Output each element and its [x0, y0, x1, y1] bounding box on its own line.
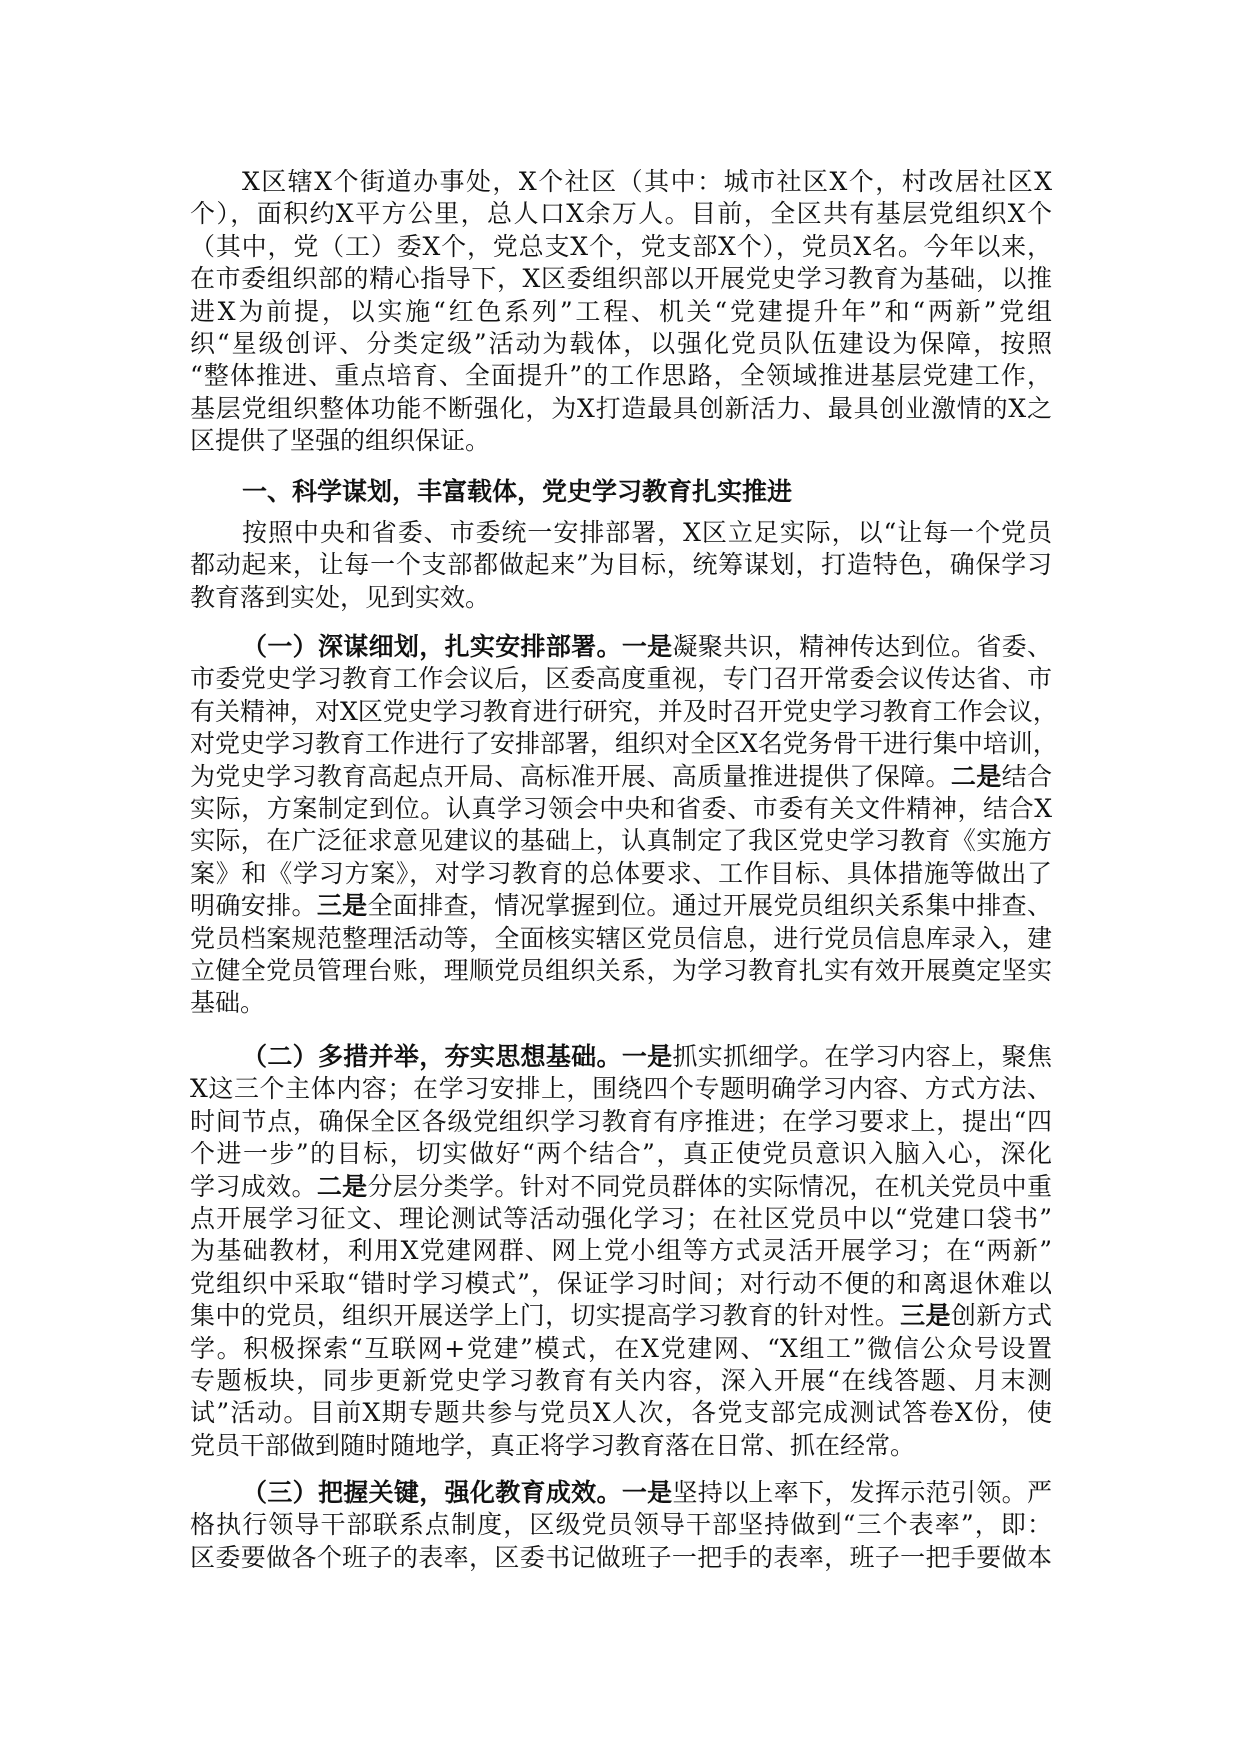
bold-text-run: （一）深谋细划，扎实安排部署。一是 — [242, 632, 673, 661]
text-run: “整体推进、重点培育、全面提升”的工作思路，全领域推进基层党建工作， — [190, 361, 1052, 391]
text-line — [190, 393, 1052, 425]
text-line — [190, 1477, 1052, 1509]
text-line — [190, 1235, 1052, 1267]
text-run: 凝聚共识，精神传达到位。省委、 — [672, 632, 1052, 661]
text-line — [190, 1268, 1052, 1300]
text-line — [190, 1106, 1052, 1138]
text-run: 实际，方案制定到位。认真学习领会中央和省委、市委有关文件精神，结合X — [190, 793, 1052, 823]
text-run: 坚持以上率下，发挥示范引领。严 — [672, 1478, 1052, 1507]
text-run: 专题板块，同步更新党史学习教育有关内容，深入开展“在线答题、月末测 — [190, 1365, 1052, 1395]
text-line — [190, 761, 1052, 793]
text-run: 立健全党员管理台账，理顺党员组织关系，为学习教育扎实有效开展奠定坚实 — [190, 955, 1052, 985]
subsection-3-paragraph — [190, 1477, 1052, 1574]
text-line — [190, 476, 1052, 508]
text-line — [190, 1073, 1052, 1105]
text-run: 区提供了坚强的组织保证。 — [190, 426, 491, 456]
bold-text-run: 二是 — [950, 761, 1002, 791]
text-line — [190, 1203, 1052, 1235]
text-line — [190, 1365, 1052, 1397]
text-run: 党员干部做到随时随地学，真正将学习教育落在日常、抓在经常。 — [190, 1430, 916, 1460]
text-line — [190, 1542, 1052, 1574]
text-line — [190, 231, 1052, 263]
text-run: 学。积极探索“互联网+党建”模式，在X党建网、“X组工”微信公众号设置 — [190, 1333, 1052, 1363]
bold-text-run: （三）把握关键，强化教育成效。一是 — [242, 1478, 673, 1507]
text-line — [190, 696, 1058, 728]
text-line — [190, 858, 1052, 890]
text-line — [190, 1397, 1052, 1429]
text-run: （其中，党（工）委X个，党总支X个，党支部X个），党员X名。今年以来， — [190, 231, 1052, 261]
text-line — [190, 1509, 1052, 1541]
text-line — [190, 328, 1052, 360]
text-line — [190, 955, 1052, 987]
text-run: 为党史学习教育高起点开局、高标准开展、高质量推进提供了保障。 — [190, 761, 951, 791]
text-run: 进X为前提，以实施“红色系列”工程、机关“党建提升年”和“两新”党组 — [190, 296, 1052, 326]
text-run: 创新方式 — [950, 1301, 1052, 1331]
text-line — [190, 1430, 1052, 1462]
text-line — [190, 296, 1052, 328]
text-line — [190, 1138, 1052, 1170]
text-run: 为基础教材，利用X党建网群、网上党小组等方式灵活开展学习；在“两新” — [190, 1236, 1052, 1266]
bold-text-run: 三是 — [900, 1301, 951, 1331]
text-run: 实际，在广泛征求意见建议的基础上，认真制定了我区党史学习教育《实施方 — [190, 826, 1052, 856]
text-run: 试”活动。目前X期专题共参与党员X人次，各党支部完成测试答卷X份，使 — [190, 1398, 1052, 1428]
text-run: 都动起来，让每一个支部都做起来”为目标，统筹谋划，打造特色，确保学习 — [190, 550, 1052, 580]
text-run: 有关精神，对X区党史学习教育进行研究，并及时召开党史学习教育工作会议， — [190, 696, 1058, 726]
text-run: 案》和《学习方案》，对学习教育的总体要求、工作目标、具体措施等做出了 — [190, 858, 1052, 888]
text-run: 时间节点，确保全区各级党组织学习教育有序推进；在学习要求上，提出“四 — [190, 1106, 1052, 1136]
text-line — [190, 1333, 1052, 1365]
text-run: 集中的党员，组织开展送学上门，切实提高学习教育的针对性。 — [190, 1301, 901, 1331]
subsection-2-paragraph — [190, 1041, 1052, 1462]
text-line — [190, 923, 1052, 955]
text-line — [190, 987, 1052, 1019]
text-run: 个），面积约X平方公里，总人口X余万人。目前，全区共有基层党组织X个 — [190, 199, 1052, 229]
text-run: 教育落到实处，见到实效。 — [190, 582, 491, 612]
text-line — [190, 631, 1052, 663]
text-run: 党组织中采取“错时学习模式”，保证学习时间；对行动不便的和离退休难以 — [190, 1268, 1052, 1298]
text-line — [190, 1171, 1052, 1203]
text-line — [190, 890, 1052, 922]
text-run: 分层分类学。针对不同党员群体的实际情况，在机关党员中重 — [367, 1171, 1052, 1201]
text-run: 格执行领导干部联系点制度，区级党员领导干部坚持做到“三个表率”，即： — [190, 1510, 1052, 1540]
text-line — [190, 582, 1052, 614]
bold-text-run: 三是 — [316, 891, 368, 921]
text-run: 区委要做各个班子的表率，区委书记做班子一把手的表率，班子一把手要做本 — [190, 1542, 1052, 1572]
text-run: 个进一步”的目标，切实做好“两个结合”，真正使党员意识入脑入心，深化 — [190, 1139, 1052, 1169]
text-run: X区辖X个街道办事处，X个社区（其中：城市社区X个，村改居社区X — [242, 167, 1052, 196]
text-run: 点开展学习征文、理论测试等活动强化学习；在社区党员中以“党建口袋书” — [190, 1203, 1052, 1233]
text-line — [190, 166, 1052, 198]
text-run: 市委党史学习教育工作会议后，区委高度重视，专门召开常委会议传达省、市 — [190, 664, 1052, 694]
subsection-1-paragraph — [190, 631, 1058, 1020]
text-run: 基层党组织整体功能不断强化，为X打造最具创新活力、最具创业激情的X之 — [190, 393, 1052, 423]
text-line — [190, 793, 1052, 825]
text-run: 学习成效。 — [190, 1171, 317, 1201]
text-line — [190, 425, 1052, 457]
intro-paragraph — [190, 166, 1052, 458]
text-run: 结合 — [1001, 761, 1052, 791]
text-run: X这三个主体内容；在学习安排上，围绕四个专题明确学习内容、方式方法、 — [190, 1074, 1052, 1104]
text-line — [190, 1300, 1052, 1332]
section-heading-1 — [190, 476, 1052, 508]
text-line — [190, 263, 1052, 295]
text-line — [190, 517, 1052, 549]
text-run: 按照中央和省委、市委统一安排部署，X区立足实际，以“让每一个党员 — [242, 518, 1052, 547]
text-line — [190, 728, 1058, 760]
text-run: 对党史学习教育工作进行了安排部署，组织对全区X名党务骨干进行集中培训， — [190, 729, 1058, 759]
text-line — [190, 549, 1052, 581]
text-run: 在市委组织部的精心指导下，X区委组织部以开展党史学习教育为基础，以推 — [190, 264, 1052, 294]
text-line — [190, 360, 1052, 392]
text-line — [190, 198, 1052, 230]
text-run: 织“星级创评、分类定级”活动为载体，以强化党员队伍建设为保障，按照 — [190, 328, 1052, 358]
text-run: 全面排查，情况掌握到位。通过开展党员组织关系集中排查、 — [367, 891, 1052, 921]
section-1-lead-paragraph — [190, 517, 1052, 614]
text-line — [190, 1041, 1052, 1073]
text-run: 基础。 — [190, 988, 266, 1018]
text-line — [190, 663, 1052, 695]
text-line — [190, 825, 1052, 857]
text-run: 一、科学谋划，丰富载体，党史学习教育扎实推进 — [242, 477, 793, 506]
text-run: 抓实抓细学。在学习内容上，聚焦 — [672, 1042, 1052, 1071]
bold-text-run: 二是 — [316, 1171, 368, 1201]
text-run: 党员档案规范整理活动等，全面核实辖区党员信息，进行党员信息库录入，建 — [190, 923, 1052, 953]
bold-text-run: （二）多措并举，夯实思想基础。一是 — [242, 1042, 673, 1071]
text-run: 明确安排。 — [190, 891, 317, 921]
